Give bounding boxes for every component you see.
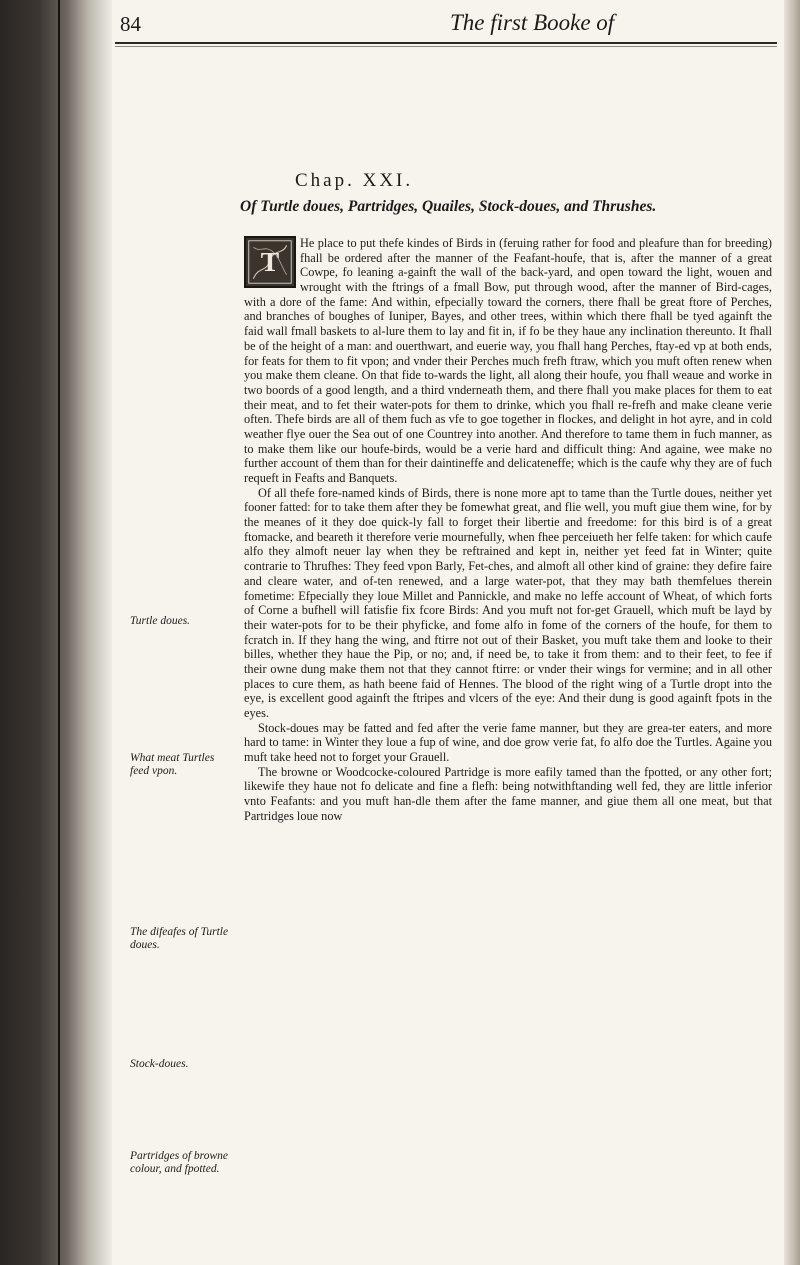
header-rule (115, 42, 777, 44)
page-number: 84 (120, 12, 141, 36)
header-rule-thin (115, 46, 777, 47)
margin-note: The difeafes of Turtle doues. (130, 926, 229, 951)
margin-note: Turtle doues. (130, 615, 191, 627)
paragraph-2: Of all thefe fore-named kinds of Birds, there is none more apt to tame than the Turtle doues, neither yet fooner fatted: for to take them after they be fomewhat great, and flie well, you muft giue them wine, for by the meanes of it they doe quick-ly fall to forget their libertie and freedome: for this bird is of a great ftomacke, and beareth it therefore verie mournefully, when fhee perceiueth her felfe taken: for which caufe alfo they almoft neuer lay when they be reftrained and kept in, neither yet feed fat in Winter; quite contrarie to Thrufhes: They feed vpon Barly, Fet-ches, and almoft all other kind of graine: they defire faire and cleare water, and of-ten renewed, and a large water-pot, that they may bath themfelues therein fometime: Efpecially they loue Millet and Pannickle, and make no leffe account of Wheat, of which forts of Corne a bufhell will fatisfie fix fcore Birds: And you muft not for-get Grauell, which muft be layd by their water-pots for to be their phyficke, and fome alfo in fome of the corners of the houfe, for them to fcratch in. If they hang the wing, and ftirre not out of their Basket, you muft take them and looke to their billes, whether they haue the Pip, or no; and, if need be, to take it from them: and to their feet, to fee if their owne dung make them not that they cannot ftirre: or vnder their wings for vermine; and in all other places to cure them, as hath beene faid of Hennes. The blood of the right wing of a Turtle dropt into the eye, is excellent good againft the ftripes and vlcers of the eye: And their dung is good againft fpots in the eyes. (244, 485, 772, 720)
drop-cap-ornament-icon (244, 236, 296, 288)
paragraph-1: He place to put thefe kindes of Birds in (feruing rather for food and pleafure than for breeding) fhall be ordered after the manner of the Feafant-houfe, that is, after the manner of a great Cowpe, fo leaning a-gainft the wall of the back-yard, and open toward the light, wouen and wrought with the ftrings of a fmall Bow, put through wood, after the manner of Bird-cages, with a dore of the fame: And within, efpecially toward the corners, there fhall be great ftore of Perches, and branches of boughes of Iuniper, Bayes, and other trees, within which there fhall be tyed againft the faid wall fmall baskets to al-lure them to lay and fit in, if fo be they haue any inclination thereunto. It fhall be of the height of a man: and ouerthwart, and euerie way, you fhall hang Perches, ftay-ed vp at both ends, for feats for them to fit vpon; and vnder their Perches much frefh ftraw, which you muft often renew when you make them cleane. On that fide to-wards the light, all along their houfe, you fhall weaue and worke in two boords of a good length, and a third vnderneath them, and there fhall you make places for them to eat their meat, and to fet their water-pots for them to drinke, which you fhall re-frefh and make cleane verie often. Thefe birds are all of them fuch as vfe to goe together in flockes, and delight in hot ayre, and in cold weather flye ouer the Sea out of one Countrey into another. And therefore to tame them in fuch manner, as to make them like our houfe-birds, would be a verie hard and difficult thing: And againe, wee make no further account of them than for their daintineffe and delicateneffe; which is the caufe why they are of fuch requeft in Feafts and Banquets. (244, 236, 772, 485)
margin-note: Partridges of browne colour, and fpotted. (130, 1150, 228, 1175)
chapter-subtitle: Of Turtle doues, Partridges, Quailes, Stock-doues, and Thrushes. (240, 198, 657, 215)
margin-note: What meat Turtles feed vpon. (130, 752, 215, 777)
running-head: The first Booke of (450, 10, 615, 35)
svg-text:T: T (260, 246, 280, 278)
page-edge (784, 0, 800, 1265)
paragraph-4: The browne or Woodcocke-coloured Partridge is more eafily tamed than the fpotted, or any other fort; likewife they haue not fo delicate and fine a flefh: being notwithftanding well fed, they are little inferior vnto Feafants: and you muft han-dle them after the fame manner, and giue them all one meat, but that Partridges loue now (244, 764, 772, 823)
paragraph-3: Stock-doues may be fatted and fed after the verie fame manner, but they are grea-ter eaters, and more hard to tame: in Winter they loue a fup of wine, and doe grow verie fat, fo alfo doe the Turtles. Againe you muft take heed not to forget your Grauell. (244, 720, 772, 765)
chapter-title: Chap. XXI. (295, 170, 414, 191)
body-text (244, 236, 772, 824)
book-spine-edge (0, 0, 112, 1265)
margin-note: Stock-doues. (130, 1058, 189, 1070)
